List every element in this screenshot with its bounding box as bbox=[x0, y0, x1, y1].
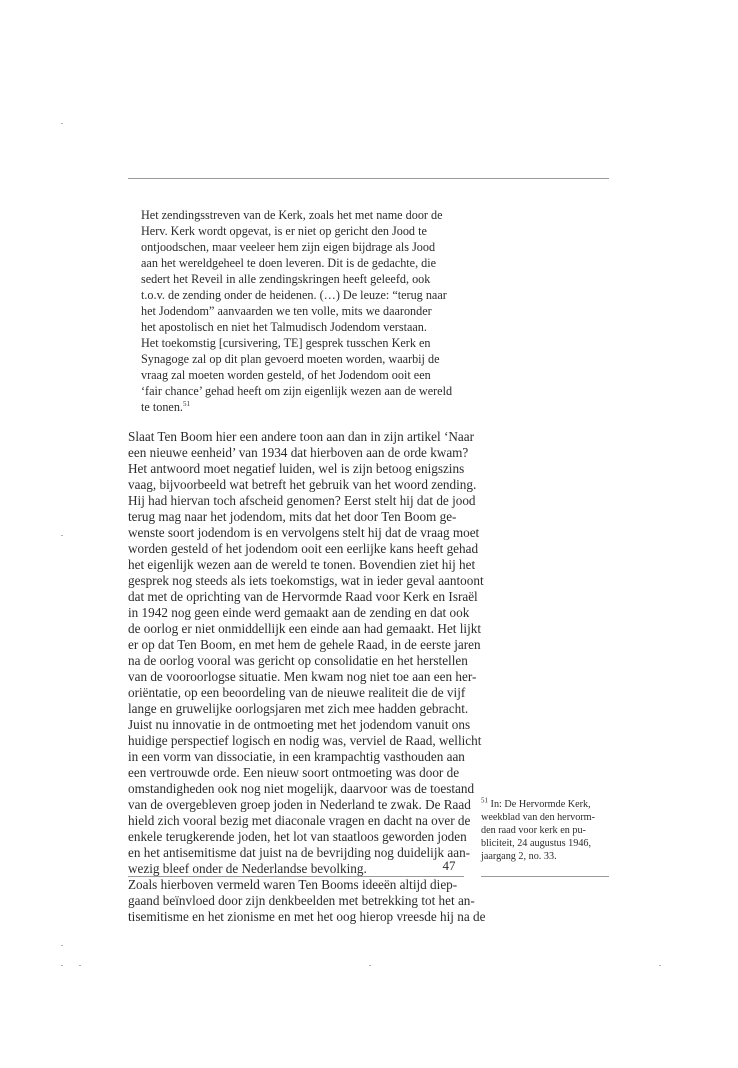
body-line: de oorlog er niet onmiddellijk een einde aan had gemaakt. Het lijkt bbox=[128, 621, 482, 636]
body-line: na de oorlog vooral was gericht op consolidatie en het herstellen bbox=[128, 653, 468, 668]
bottom-rule-margin bbox=[481, 876, 609, 877]
body-line: terug mag naar het jodendom, mits dat het door Ten Boom ge- bbox=[128, 509, 457, 524]
quote-line: het Jodendom” aanvaarden we ten volle, mits we daaronder bbox=[141, 304, 432, 318]
crop-mark bbox=[61, 123, 63, 124]
quote-line: ‘fair chance’ gehad heeft om zijn eigenlijk wezen aan de wereld bbox=[141, 384, 453, 398]
quote-line-text: te tonen. bbox=[141, 400, 183, 414]
footnote-line: den raad voor kerk en pu- bbox=[481, 825, 586, 836]
footnote-line: jaargang 2, no. 33. bbox=[481, 851, 557, 862]
body-line: een vertrouwde orde. Een nieuw soort ontmoeting was door de bbox=[128, 765, 460, 780]
footnote-text: In: De Hervormde Kerk, bbox=[490, 799, 591, 810]
body-line: lange en gruwelijke oorlogsjaren met zich mee hadden gebracht. bbox=[128, 701, 469, 716]
body-line: Zoals hierboven vermeld waren Ten Booms ideeën altijd diep- bbox=[128, 877, 458, 892]
body-line: dat met de oprichting van de Hervormde Raad voor Kerk en Israël bbox=[128, 589, 478, 604]
quote-line: Het zendingsstreven van de Kerk, zoals het met name door de bbox=[141, 208, 443, 222]
body-line: een nieuwe eenheid’ van 1934 dat hierboven aan de orde kwam? bbox=[128, 445, 469, 460]
footnote-number: 51 bbox=[481, 796, 488, 805]
crop-mark bbox=[79, 965, 81, 966]
top-rule bbox=[128, 178, 609, 179]
crop-mark bbox=[61, 965, 63, 966]
crop-mark bbox=[659, 965, 661, 966]
body-line: tisemitisme en het zionisme en met het oog hierop vreesde hij na de bbox=[128, 909, 486, 924]
body-line: Juist nu innovatie in de ontmoeting met het jodendom vanuit ons bbox=[128, 717, 471, 732]
footnote-line: bliciteit, 24 augustus 1946, bbox=[481, 838, 592, 849]
body-line: het eigenlijk wezen aan de wereld te tonen. Bovendien ziet hij het bbox=[128, 557, 476, 572]
body-line: en het antisemitisme dat juist na de bevrijding nog duidelijk aan- bbox=[128, 845, 471, 860]
body-line: vaag, bijvoorbeeld wat betreft het gebruik van het woord zending. bbox=[128, 477, 477, 492]
quote-line: Het toekomstig [cursivering, TE] gesprek tusschen Kerk en bbox=[141, 336, 431, 350]
quote-line: aan het wereldgeheel te doen leveren. Dit is de gedachte, die bbox=[141, 256, 437, 270]
quote-line: het apostolisch en niet het Talmudisch Jodendom verstaan. bbox=[141, 320, 427, 334]
page-number: 47 bbox=[442, 858, 456, 873]
body-line: in 1942 nog geen einde werd gemaakt aan de zending en dat ook bbox=[128, 605, 470, 620]
body-line: er op dat Ten Boom, en met hem de gehele Raad, in de eerste jaren bbox=[128, 637, 481, 652]
quote-line: vraag zal moeten worden gesteld, of het Jodendom ooit een bbox=[141, 368, 431, 382]
crop-mark bbox=[61, 535, 63, 536]
bottom-rule-main bbox=[128, 876, 464, 877]
quote-line: Synagoge zal op dit plan gevoerd moeten worden, waarbij de bbox=[141, 352, 440, 366]
body-line: Hij had hiervan toch afscheid genomen? Eerst stelt hij dat de jood bbox=[128, 493, 476, 508]
body-line: in een vorm van dissociatie, in een krampachtig vasthouden aan bbox=[128, 749, 465, 764]
body-line: van de vooroorlogse situatie. Men kwam nog niet toe aan een her- bbox=[128, 669, 477, 684]
body-line: hield zich vooral bezig met diaconale vragen en dacht na over de bbox=[128, 813, 471, 828]
body-line: huidige perspectief logisch en nodig was, verviel de Raad, wellicht bbox=[128, 733, 482, 748]
body-line: Het antwoord moet negatief luiden, wel is zijn betoog enigszins bbox=[128, 461, 465, 476]
body-line: worden gesteld of het jodendom ooit een eerlijke kans heeft gehad bbox=[128, 541, 479, 556]
body-line: oriëntatie, op een beoordeling van de nieuwe realiteit die de vijf bbox=[128, 685, 466, 700]
body-line: van de overgebleven groep joden in Nederland te zwak. De Raad bbox=[128, 797, 471, 812]
body-line: wenste soort jodendom is en vervolgens stelt hij dat de vraag moet bbox=[128, 525, 480, 540]
footnote-line: weekblad van den hervorm- bbox=[481, 812, 595, 823]
quote-line: Herv. Kerk wordt opgevat, is er niet op gericht den Jood te bbox=[141, 224, 427, 238]
quote-line-last bbox=[141, 400, 190, 415]
body-line: Slaat Ten Boom hier een andere toon aan dan in zijn artikel ‘Naar bbox=[128, 429, 474, 444]
footnote-line bbox=[481, 796, 591, 811]
body-line: gaand beïnvloed door zijn denkbeelden met betrekking tot het an- bbox=[128, 893, 475, 908]
quote-line: ontjoodschen, maar veeleer hem zijn eigen bijdrage als Jood bbox=[141, 240, 436, 254]
quote-line: t.o.v. de zending onder de heidenen. (…) De leuze: “terug naar bbox=[141, 288, 447, 302]
crop-mark bbox=[369, 965, 371, 966]
body-line: enkele terugkerende joden, het lot van staatloos geworden joden bbox=[128, 829, 467, 844]
quote-line: sedert het Reveil in alle zendingskringen heeft geleefd, ook bbox=[141, 272, 431, 286]
body-line: gesprek nog steeds als iets toekomstigs, wat in ieder geval aantoont bbox=[128, 573, 484, 588]
body-line: omstandigheden ook nog niet mogelijk, daarvoor was de toestand bbox=[128, 781, 475, 796]
footnote-ref[interactable]: 51 bbox=[182, 399, 190, 408]
body-line: wezig bleef onder de Nederlandse bevolking. bbox=[128, 861, 367, 876]
crop-mark bbox=[61, 945, 63, 946]
